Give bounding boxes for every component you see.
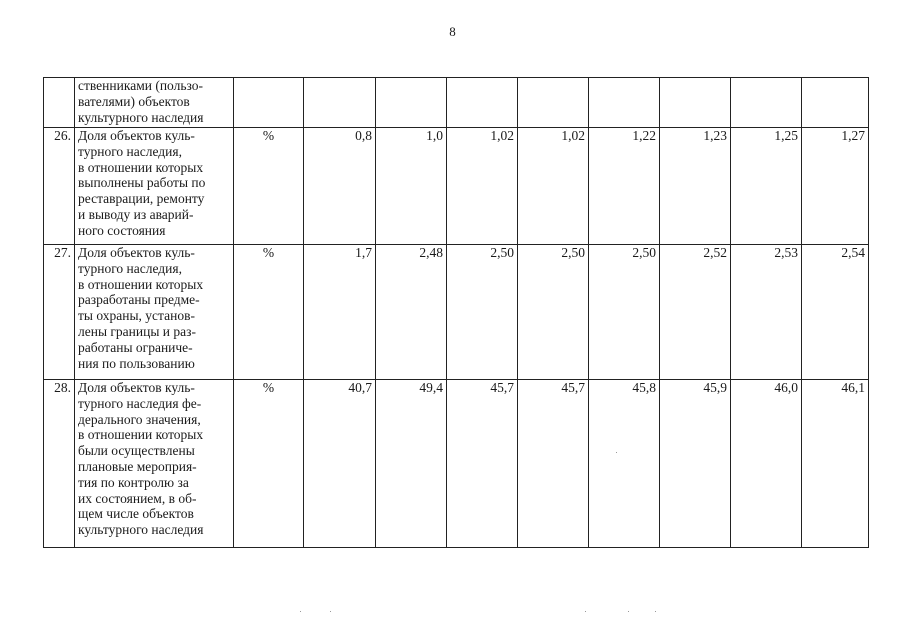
row-number-cell: 26.	[44, 128, 75, 245]
scan-speck	[585, 611, 586, 612]
value-cell: 2,48	[376, 245, 447, 380]
value-cell: 1,23	[660, 128, 731, 245]
scan-speck	[628, 611, 629, 612]
indicator-description-cell: Доля объектов куль- турного наследия, в отношении которых выполнены работы по реставрации, ремонту и выводу из аварий- ного состояния	[75, 128, 234, 245]
row-number-cell: 27.	[44, 245, 75, 380]
table-row	[44, 128, 869, 245]
value-cell: 1,25	[731, 128, 802, 245]
table-row	[44, 78, 869, 128]
value-cell	[518, 78, 589, 128]
table-row	[44, 380, 869, 548]
value-cell	[376, 78, 447, 128]
value-cell: 2,53	[731, 245, 802, 380]
value-cell	[447, 78, 518, 128]
value-cell: 1,27	[802, 128, 869, 245]
unit-cell: %	[234, 128, 304, 245]
value-cell: 2,50	[589, 245, 660, 380]
indicator-description-cell: ственниками (пользо- вателями) объектов культурного наследия	[75, 78, 234, 128]
value-cell	[802, 78, 869, 128]
value-cell: 1,7	[304, 245, 376, 380]
indicator-description-cell: Доля объектов куль- турного наследия, в отношении которых разработаны предме- ты охраны, установ- лены границы и раз- работаны ограниче- ния по пользованию	[75, 245, 234, 380]
value-cell	[589, 78, 660, 128]
value-cell: 45,7	[447, 380, 518, 548]
value-cell: 46,0	[731, 380, 802, 548]
value-cell: 1,0	[376, 128, 447, 245]
scan-speck	[330, 611, 331, 612]
value-cell	[660, 78, 731, 128]
indicator-description-cell: Доля объектов куль- турного наследия фе- дерального значения, в отношении которых были осуществлены плановые мероприя- тия по контролю за их состоянием, в об- щем числе объектов культурного наследия	[75, 380, 234, 548]
unit-cell	[234, 78, 304, 128]
unit-cell: %	[234, 380, 304, 548]
scan-speck	[616, 452, 617, 453]
value-cell: 45,7	[518, 380, 589, 548]
value-cell: 46,1	[802, 380, 869, 548]
value-cell: 45,9	[660, 380, 731, 548]
scan-speck	[655, 611, 656, 612]
value-cell: 1,02	[447, 128, 518, 245]
value-cell	[304, 78, 376, 128]
table-body	[44, 78, 869, 548]
unit-cell: %	[234, 245, 304, 380]
table-row	[44, 245, 869, 380]
value-cell: 2,50	[518, 245, 589, 380]
value-cell: 1,02	[518, 128, 589, 245]
indicator-table	[43, 77, 869, 548]
value-cell: 1,22	[589, 128, 660, 245]
row-number-cell	[44, 78, 75, 128]
value-cell: 2,50	[447, 245, 518, 380]
row-number-cell: 28.	[44, 380, 75, 548]
page-number: 8	[449, 24, 456, 39]
value-cell: 40,7	[304, 380, 376, 548]
scan-speck	[300, 611, 301, 612]
value-cell: 2,54	[802, 245, 869, 380]
value-cell: 2,52	[660, 245, 731, 380]
value-cell	[731, 78, 802, 128]
value-cell: 45,8	[589, 380, 660, 548]
value-cell: 0,8	[304, 128, 376, 245]
value-cell: 49,4	[376, 380, 447, 548]
